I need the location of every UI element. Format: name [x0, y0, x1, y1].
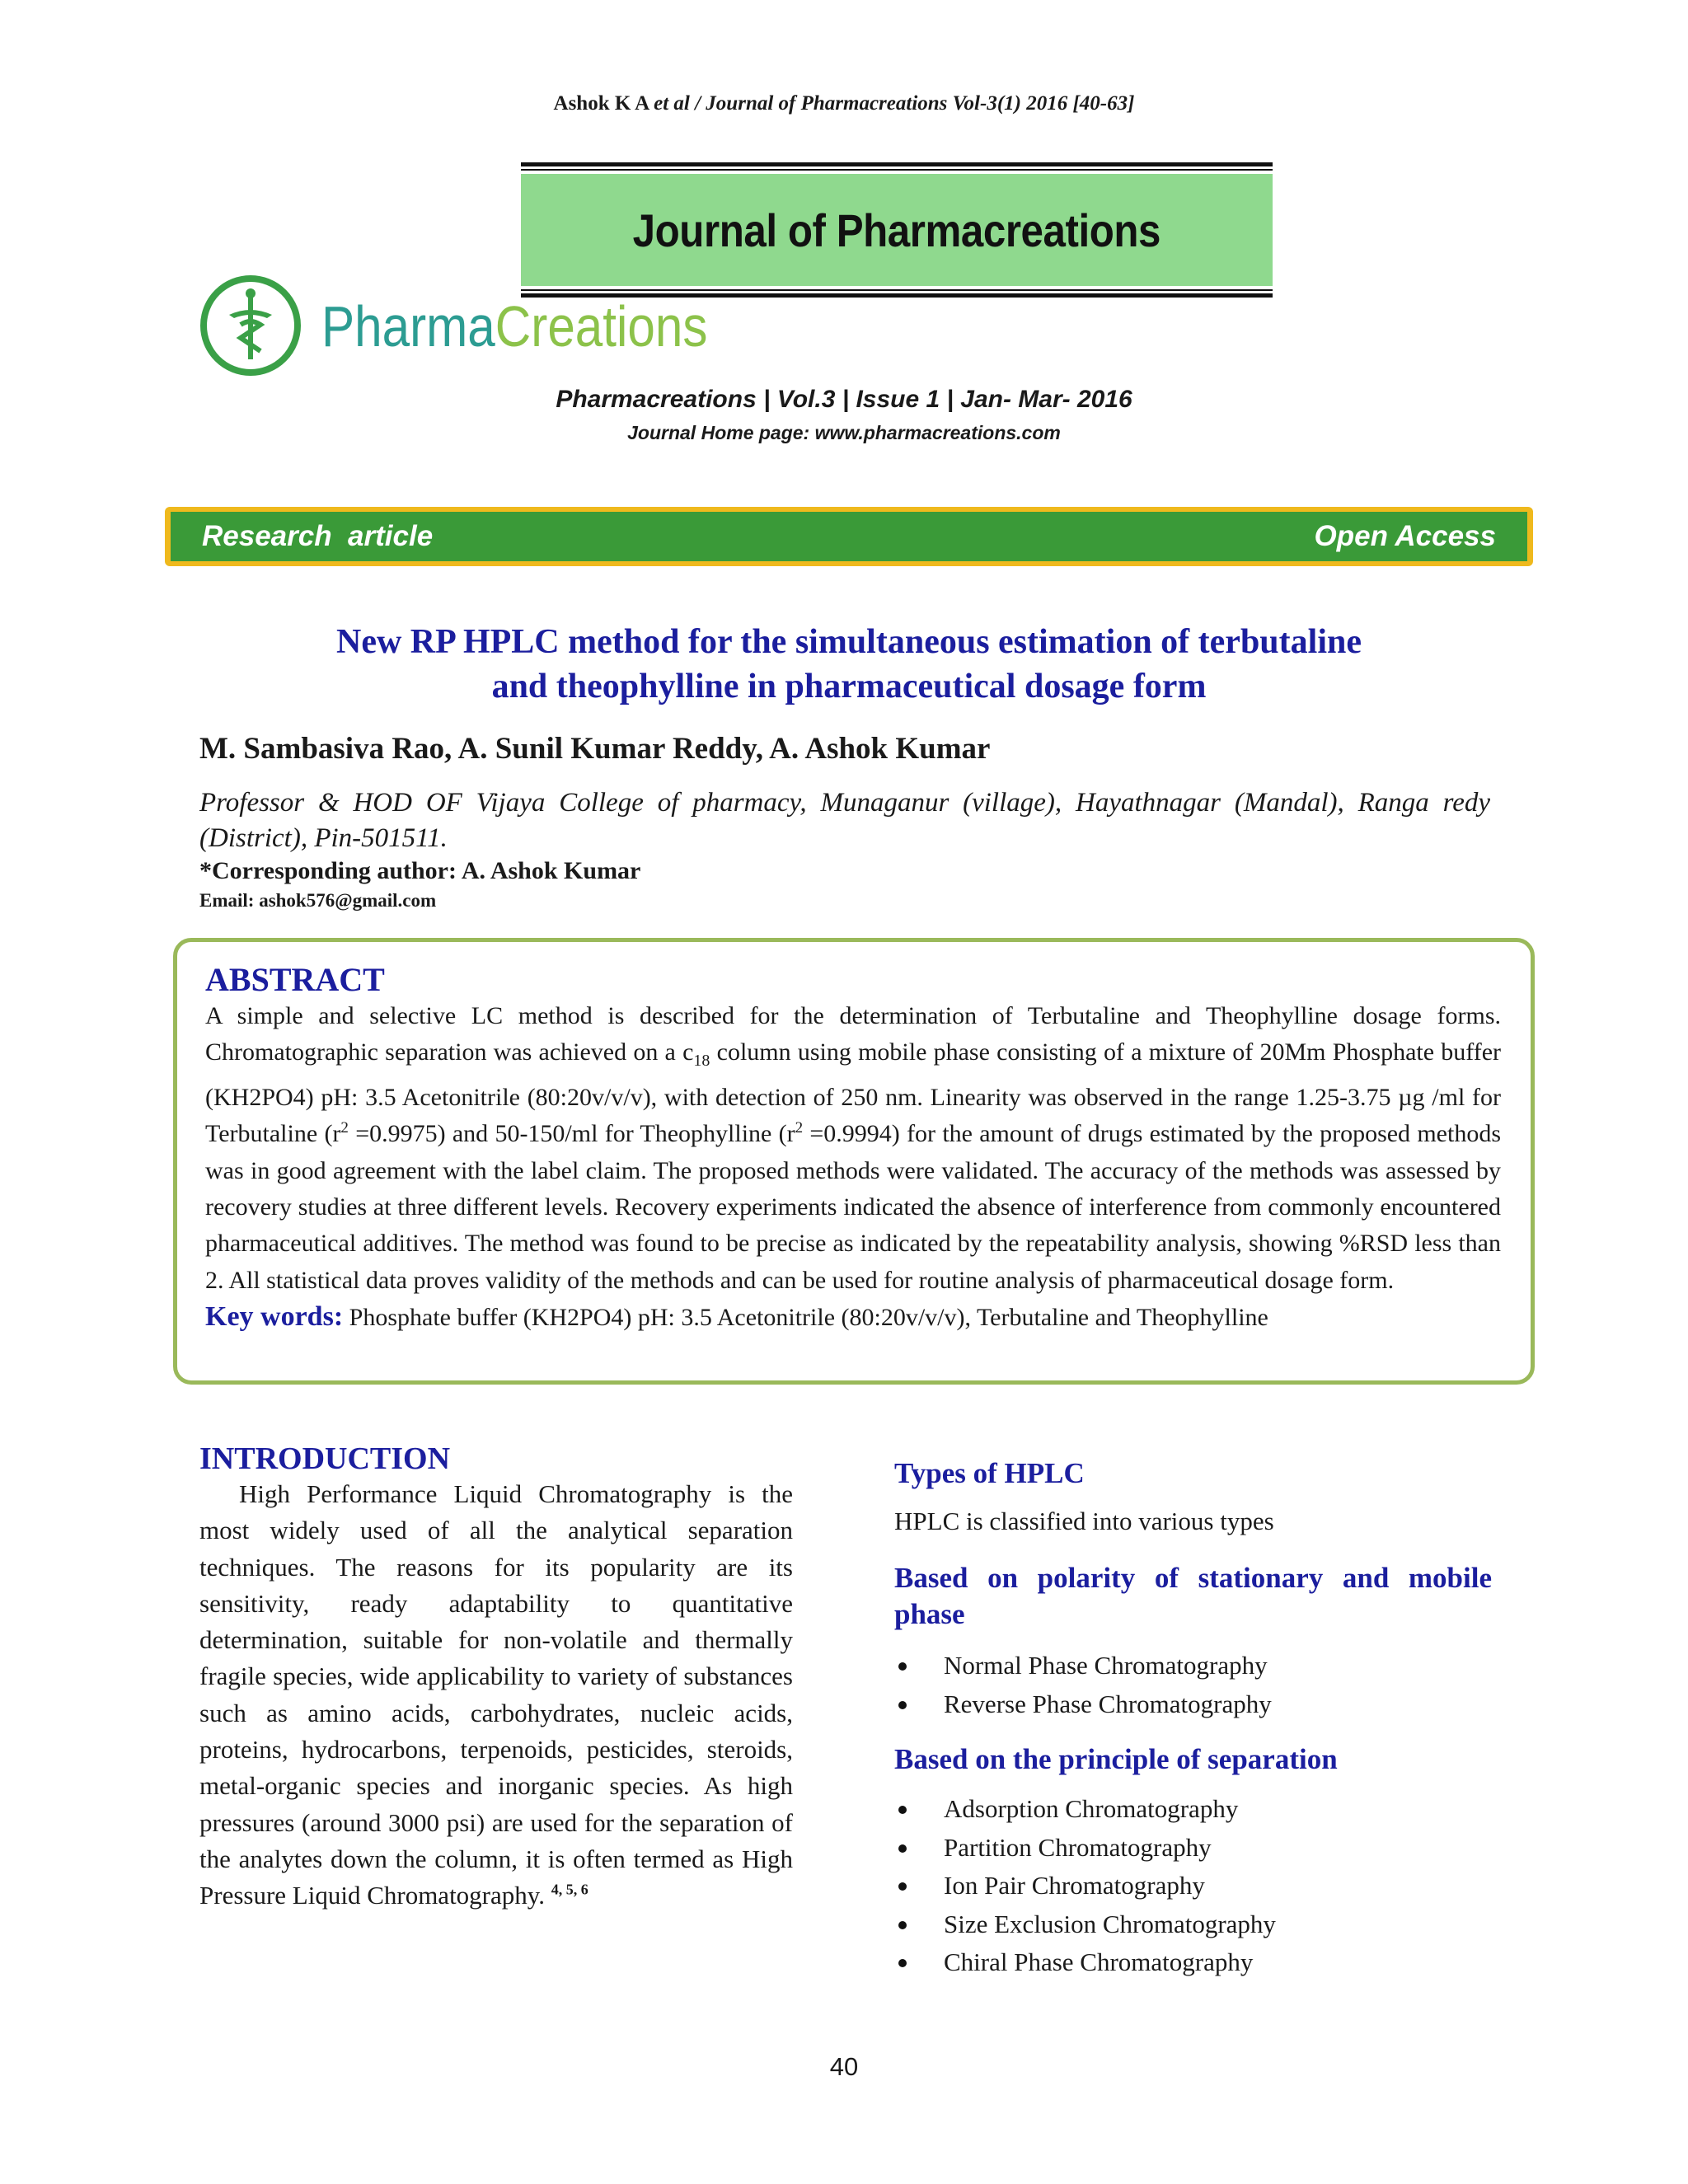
- abstract-body: A simple and selective LC method is described for the determination of Terbutaline and Theophylline dosage forms. Chromatographic separation was achieved on a $c_{18}$ column using mobile phase consisting of a mixture of 20Mm Phosphate buffer (KH2PO4) pH: 3.5 Acetonitrile (80:20v/v/v), with detection of 250 nm. Linearity was observed in the range 1.25-3.75 µg /ml for Terbutaline $(r^2 =0.9975)$ and 50-150/ml for Theophylline $(r^2 =0.9994)$ for the amount of drugs estimated by the proposed methods was in good agreement with the label claim. The proposed methods were validated. The accuracy of the methods was assessed by recovery studies at three different levels. Recovery experiments indicated the absence of interference from commonly encountered pharmaceutical additives. The method was found to be precise as indicated by the repeatability analysis, showing %RSD less than 2. All statistical data proves validity of the methods and can be used for routine analysis of pharmaceutical dosage form. Key words: Phosphate buffer (KH2PO4) pH: 3.5 Acetonitrile (80:20v/v/v), Terbutaline and Theophylline: [205, 998, 1501, 1337]
- list-item: Reverse Phase Chromatography: [894, 1685, 1492, 1724]
- pharmacreations-logo: [198, 272, 725, 379]
- caduceus-icon: [198, 272, 305, 379]
- polarity-list: [894, 1647, 1492, 1723]
- article-type-bar: [165, 507, 1533, 566]
- types-heading: Types of HPLC: [894, 1457, 1085, 1489]
- list-item: Chiral Phase Chromatography: [894, 1943, 1492, 1982]
- page-number: 40: [829, 2052, 859, 2081]
- paper-title: New RP HPLC method for the simultaneous estimation of terbutaline and theophylline in pharmaceutical dosage form: [336, 623, 1362, 705]
- article-type-label: Research article: [202, 520, 434, 552]
- corresponding-author: *Corresponding author: A. Ashok Kumar: [199, 857, 641, 884]
- polarity-heading: Based on polarity of stationary and mobile phase: [894, 1562, 1492, 1630]
- logo-text-creations: Creations: [495, 294, 708, 359]
- keywords-label: Key words:: [205, 1301, 344, 1333]
- introduction-heading: INTRODUCTION: [199, 1441, 451, 1476]
- principle-list: [894, 1790, 1492, 1982]
- open-access-label: Open Access: [1314, 520, 1496, 552]
- list-item: Ion Pair Chromatography: [894, 1867, 1492, 1905]
- types-intro: HPLC is classified into various types: [894, 1507, 1274, 1535]
- principle-heading: Based on the principle of separation: [894, 1743, 1338, 1775]
- running-head: Ashok K A et al / Journal of Pharmacreations Vol-3(1) 2016 [40-63]: [553, 92, 1135, 115]
- introduction-body: High Performance Liquid Chromatography is the most widely used of all the analytical separation techniques. The reasons for its popularity are its sensitivity, ready adaptability to quantitative determination, suitable for non-volatile and thermally fragile species, wide applicability to variety of substances such as amino acids, carbohydrates, nucleic acids, proteins, hydrocarbons, terpenoids, pesticides, steroids, metal-organic species and inorganic species. As high pressures (around 3000 psi) are used for the separation of the analytes down the column, it is often termed as High Pressure Liquid Chromatography. $^{4, 5, 6}$: [199, 1479, 793, 1910]
- reference-markers: 4, 5, 6: [551, 1881, 588, 1898]
- list-item: Partition Chromatography: [894, 1829, 1492, 1868]
- list-item: Adsorption Chromatography: [894, 1790, 1492, 1829]
- list-item: Size Exclusion Chromatography: [894, 1905, 1492, 1944]
- journal-home-page: Journal Home page: www.pharmacreations.com: [627, 422, 1061, 443]
- affiliation: Professor & HOD OF Vijaya College of pharmacy, Munaganur (village), Hayathnagar (Mandal), Ranga redy (District), Pin-501511.: [199, 788, 1490, 853]
- keywords: Key words: Phosphate buffer (KH2PO4) pH: 3.5 Acetonitrile (80:20v/v/v), Terbutaline and Theophylline: [205, 1301, 1268, 1333]
- author-email: Email: ashok576@gmail.com: [199, 890, 437, 911]
- issue-line: Pharmacreations | Vol.3 | Issue 1 | Jan- Mar- 2016: [556, 386, 1132, 413]
- abstract-heading: ABSTRACT: [205, 961, 385, 998]
- authors: M. Sambasiva Rao, A. Sunil Kumar Reddy, A. Ashok Kumar: [199, 732, 991, 766]
- list-item: Normal Phase Chromatography: [894, 1647, 1492, 1685]
- journal-title: Journal of Pharmacreations: [632, 204, 1161, 256]
- abstract-box: [173, 938, 1535, 1385]
- logo-text-pharma: Pharma: [321, 294, 495, 359]
